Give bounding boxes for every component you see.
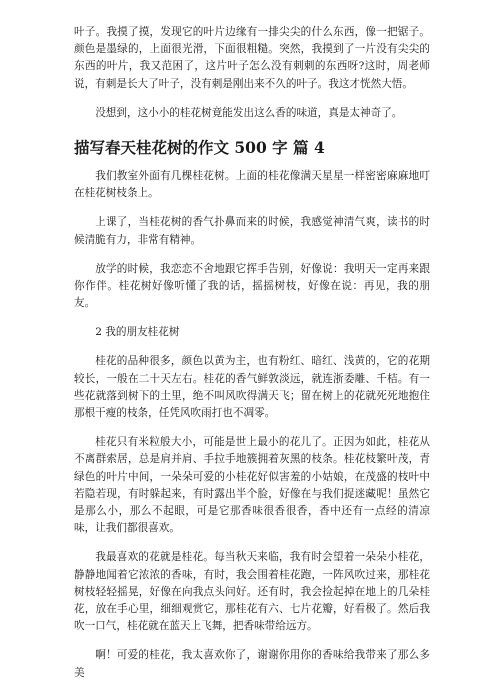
- paragraph: 上课了，当桂花树的香气扑鼻而来的时候，我感觉神清气爽，读书的时候清脆有力，非常有精神。: [74, 216, 430, 246]
- paragraph: 桂花只有米粒般大小，可能是世上最小的花儿了。正因为如此，桂花从不离群索居，总是肩并肩、手拉手地簇拥着灰黑的枝条。桂花枝繁叶茂，青绿色的叶片中间，一朵朵可爱的小桂花好似害羞的小姑娘，在茂盛的枝叶中若隐若现，有时躲起来，有时露出半个脸，好像在与我们捉迷藏呢！虽然它是那么小，那么不起眼，可是它那香味很香很香，香中还有一点经的清凉味，让我们都很喜欢。: [74, 436, 430, 535]
- paragraph: 叶子。我摸了摸，发现它的叶片边缘有一排尖尖的什么东西，像一把锯子。颜色是墨绿的，上面很光滑，下面很粗糙。突然，我摸到了一片没有尖尖的东西的叶片，我又范困了，这片叶子怎么没有刺刺的东西呀?这时，周老师说，有刺是长大了叶子，没有刺是刚出来不久的叶子。我这才恍然大悟。: [74, 26, 430, 90]
- paragraph: 啊！可爱的桂花，我太喜欢你了，谢谢你用你的香味给我带来了那么多美: [74, 649, 430, 679]
- document-page: [74, 24, 430, 694]
- section-heading: 描写春天桂花树的作文 500 字 篇 4: [74, 138, 325, 158]
- paragraph: 没想到，这小小的桂花树竟能发出这么香的味道，真是太神奇了。: [95, 106, 403, 119]
- paragraph: 我最喜欢的花就是桂花。每当秋天来临，我有时会望着一朵朵小桂花，静静地闻着它浓浓的香味，有时，我会围着桂花跑，一阵风吹过来，那桂花树枝轻轻摇晃，好像在向我点头问好。还有时，我会捡起掉在地上的几朵桂花，放在手心里，细细观赏它，那桂花有六、七片花瓣，好看极了。然后我吹一口气，桂花就在蓝天上飞舞，把香味带给远方。: [74, 551, 430, 633]
- paragraph: 放学的时候，我恋恋不舍地跟它挥手告别，好像说：我明天一定再来跟你作伴。桂花树好像听懂了我的话，摇摇树枝，好像在说：再见，我的朋友。: [74, 262, 430, 310]
- paragraph: 桂花的品种很多，颜色以黄为主，也有粉红、暗红、浅黄的，它的花期较长，一般在二十天左右。桂花的香气鲜敦淡远，就连浙委雕、千桔。有一些花就落到树下的土里，绝不叫风吹得满天飞；留在树上的花就死死地抱住那根干瘦的枝条，任凭风吹雨打也不凋零。: [74, 355, 430, 420]
- paragraph: 我们教室外面有几棵桂花树。上面的桂花像满天星星一样密密麻麻地叮在桂花树枝条上。: [74, 170, 430, 200]
- sub-heading: 2 我的朋友桂花树: [95, 326, 180, 339]
